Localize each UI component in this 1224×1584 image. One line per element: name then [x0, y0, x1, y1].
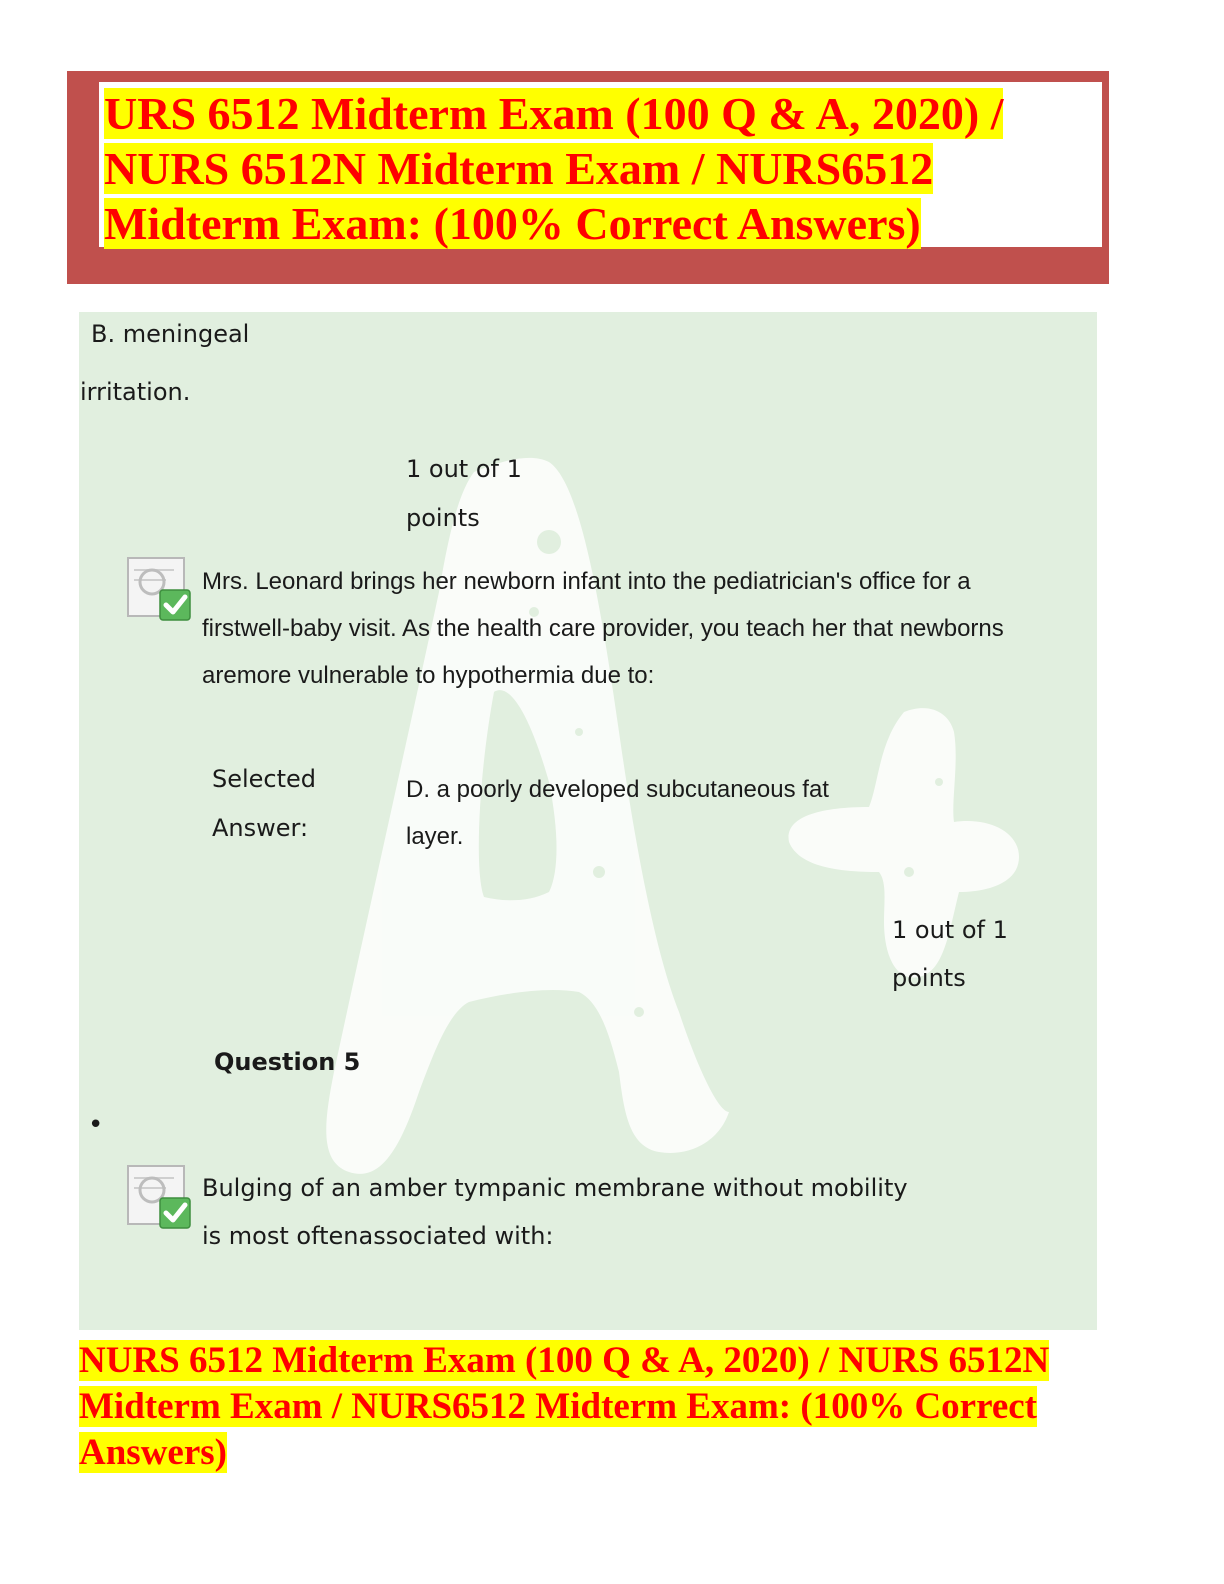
previous-answer-line-2: irritation.	[80, 378, 191, 406]
selected-answer-text: D. a poorly developed subcutaneous fat layer.	[406, 776, 829, 850]
question-5-text: Bulging of an amber tympanic membrane without mobility is most oftenassociated with:	[202, 1174, 908, 1250]
score-1-line-1: 1 out of 1	[406, 455, 522, 483]
correct-answer-check-icon	[126, 556, 192, 622]
bullet-point: •	[88, 1110, 104, 1140]
score-1-line-2: points	[406, 504, 480, 532]
score-2-line-1: 1 out of 1	[892, 916, 1008, 944]
correct-answer-check-icon	[126, 1164, 192, 1230]
document-title	[104, 86, 1094, 251]
previous-answer-line-1: B. meningeal	[91, 320, 250, 348]
footer-title	[79, 1338, 1089, 1476]
footer-title-text: NURS 6512 Midterm Exam (100 Q & A, 2020) / NURS 6512N Midterm Exam / NURS6512 Midterm Exam: (100% Correct Answers)	[79, 1340, 1050, 1473]
question-5-heading: Question 5	[214, 1048, 361, 1076]
selected-answer-label-line-2: Answer:	[212, 814, 309, 842]
score-2-line-2: points	[892, 964, 966, 992]
document-title-text: URS 6512 Midterm Exam (100 Q & A, 2020) / NURS 6512N Midterm Exam / NURS6512 Midterm Exam: (100% Correct Answers)	[104, 88, 1004, 249]
selected-answer-label-line-1: Selected	[212, 765, 317, 793]
question-4-text: Mrs. Leonard brings her newborn infant into the pediatrician's office for a firstwell-baby visit. As the health care provider, you teach her that newborns aremore vulnerable to hypothermia due to:	[202, 568, 1004, 689]
